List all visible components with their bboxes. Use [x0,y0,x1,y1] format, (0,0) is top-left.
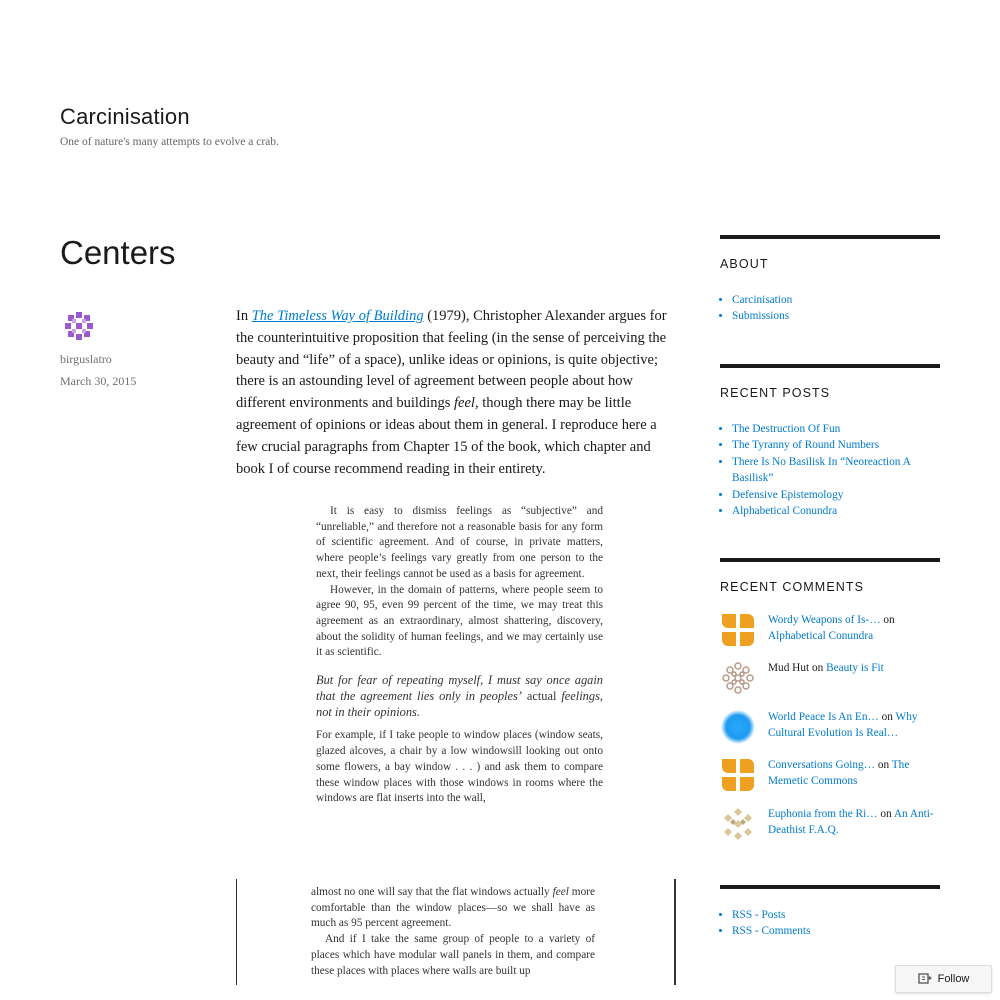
recent-post-link[interactable]: Alphabetical Conundra [732,505,838,518]
comment-author-link[interactable]: Euphonia from the Ri… [768,808,878,820]
follow-label: Follow [937,973,970,985]
comment-post-link[interactable]: Alphabetical Conundra [768,630,874,643]
excerpt-paragraph: It is easy to dismiss feelings as “subjective” and “unreliable,” and therefore not a reasonable basis for any form of scientific agreement. And of course, in private matters, where people’s feelings vary greatly from one person to the next, their feelings cannot be used as a basis for agreement. [316,505,603,580]
book-excerpt-image-1 [316,504,603,807]
site-description: One of nature's many attempts to evolve a crab. [60,136,279,148]
recent-comments-widget [720,558,940,594]
excerpt-paragraph: However, in the domain of patterns, where people seem to agree 90, 95, even 99 percent of the time, we may treat this agreement as an extraordinary, almost shattering, discovery, about the solidity of human feelings, and we may certainly use it as scientific. [316,583,603,659]
post-author[interactable]: birguslatro [60,352,112,366]
book-excerpt-image-2 [236,879,676,985]
comment-post-link[interactable]: The Memetic Commons [768,759,910,788]
comment-author-link[interactable]: Conversations Going… [768,759,876,771]
rss-posts-link[interactable]: RSS - Posts [732,909,786,921]
recent-post-link[interactable]: Defensive Epistemology [732,488,844,501]
post-date[interactable]: March 30, 2015 [60,374,137,388]
comment-author-link[interactable]: Wordy Weapons of Is-… [768,614,881,626]
pattern-identicon-icon [720,660,756,696]
about-widget [720,235,940,325]
recent-post-link[interactable]: The Tyranny of Round Numbers [732,439,880,452]
comment-post-link[interactable]: Why Cultural Evolution Is Real… [768,711,918,740]
comment-post-link[interactable]: Beauty is Fit [826,662,884,674]
author-avatar[interactable] [60,307,98,345]
site-title[interactable]: Carcinisation [60,104,190,129]
recent-post-link[interactable]: The Destruction Of Fun [732,423,841,435]
post-title: Centers [60,234,176,271]
recent-post-link[interactable]: There Is No Basilisk In “Neoreaction A Basilisk” [732,455,911,485]
identicon-icon [60,307,98,345]
excerpt-paragraph: almost no one will say that the flat windows actually feel more comfortable than the window places—so we shall have as much as 95 percent agreement. [311,886,595,930]
post-intro: In The Timeless Way of Building (1979), Christopher Alexander argues for the counterintuitive proposition that feeling (in the sense of perceiving the beauty and “life” of a space), unlike ideas or opinions, is quite objective; there is an astounding level of agreement between people about how different environments and buildings feel, though there may be little agreement of opinions or ideas about them in general. I reproduce here a few crucial paragraphs from Chapter 15 of the book, which chapter and book I of course recommend reading in their entirety. [236,308,667,477]
orange-identicon-icon[interactable] [720,757,756,793]
book-link[interactable]: The Timeless Way of Building [251,308,424,324]
follow-icon [918,972,932,986]
orange-identicon-icon[interactable] [720,612,756,648]
recent-posts-widget [720,364,940,519]
widget-heading: RECENT COMMENTS [720,580,865,594]
excerpt-italic-paragraph: But for fear of repeating myself, I must say once again that the agreement lies only in peoples’ actual feelings, not in their opinions. [316,673,603,719]
rss-widget [720,885,940,940]
follow-button[interactable] [895,965,992,993]
about-link-submissions[interactable]: Submissions [732,310,790,323]
excerpt-paragraph: And if I take the same group of people to a variety of places which have modular wall panels in them, and compare these places with places where walls are built up [311,933,595,977]
excerpt-paragraph: For example, if I take people to window places (window seats, glazed alcoves, a chair by a low windowsill looking out onto some flowers, a bay window . . . ) and ask them to compare these window places with those windows in rooms where the windows are flat inserts into the wall, [316,729,603,805]
widget-heading: ABOUT [720,257,769,271]
widget-heading: RECENT POSTS [720,386,831,400]
rss-comments-link[interactable]: RSS - Comments [732,925,811,938]
comment-post-link[interactable]: An Anti-Deathist F.A.Q. [768,808,934,837]
diamond-identicon-icon[interactable] [720,806,756,842]
about-link-carcinisation[interactable]: Carcinisation [732,294,793,306]
blue-glow-avatar-icon[interactable] [720,709,756,745]
comment-author-link[interactable]: World Peace Is An En… [768,711,879,723]
comment-author: Mud Hut [768,662,810,674]
